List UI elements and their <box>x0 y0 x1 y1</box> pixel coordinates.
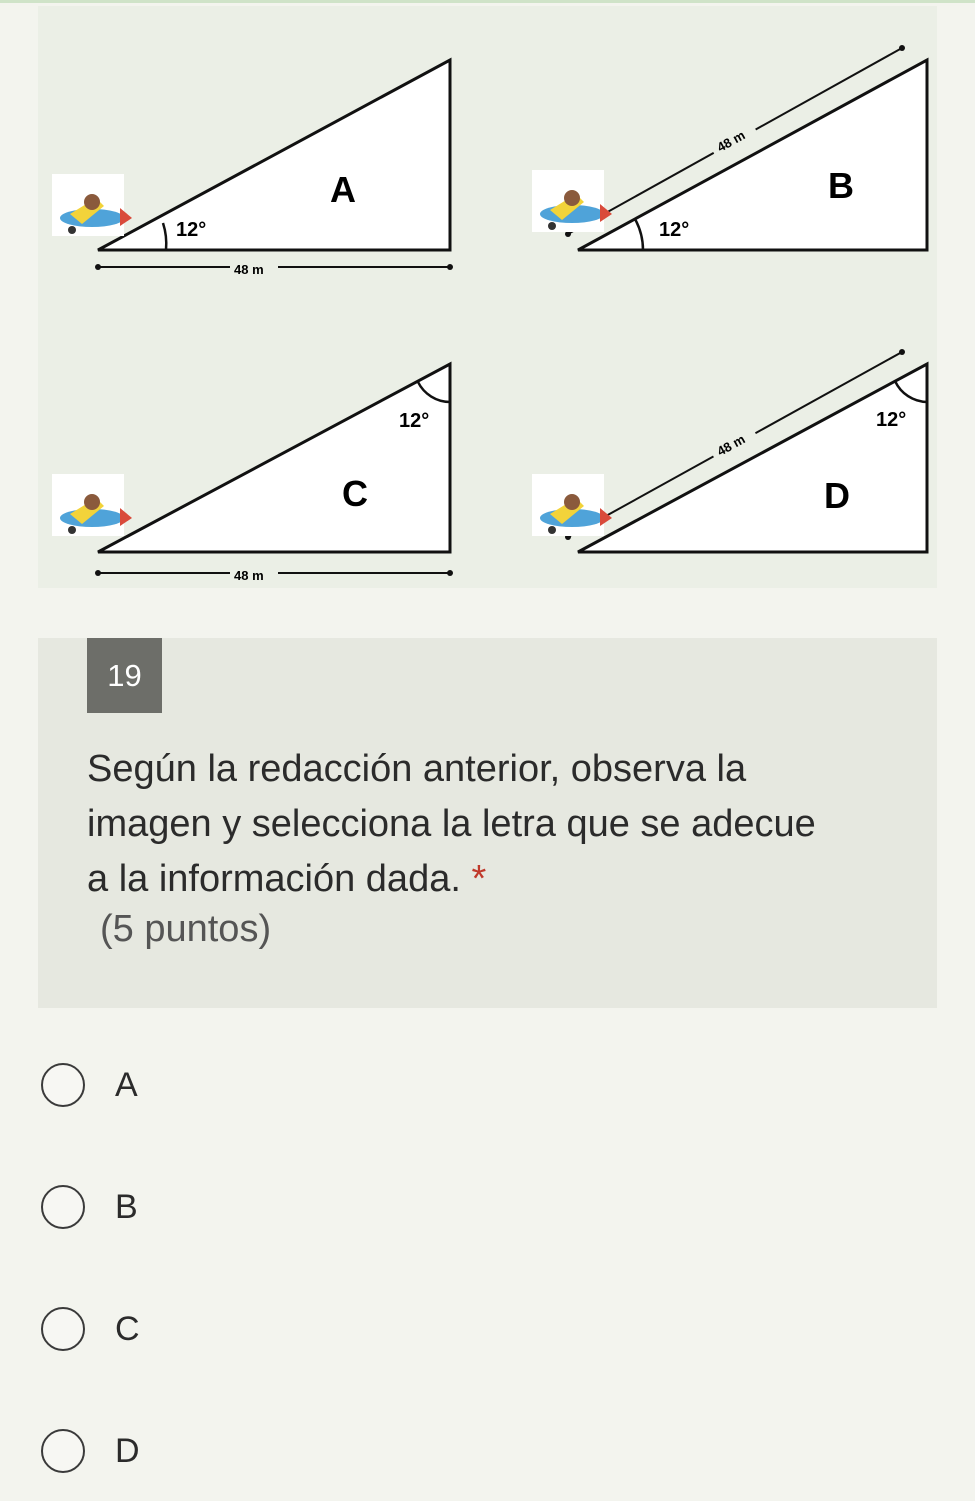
triangle-c-shape <box>98 364 450 552</box>
triangles-svg <box>38 6 937 588</box>
triangle-c-angle-label: 12° <box>399 410 430 432</box>
option-a[interactable] <box>41 1060 341 1110</box>
triangle-b-angle-label: 12° <box>659 219 690 241</box>
radio-button[interactable] <box>41 1185 85 1229</box>
airplane-icon <box>532 474 612 536</box>
required-asterisk: * <box>471 858 487 900</box>
triangle-c-measure-end-dot <box>447 570 453 576</box>
question-number-badge: 19 <box>87 638 162 713</box>
triangle-d-shape <box>578 364 927 552</box>
radio-button[interactable] <box>41 1429 85 1473</box>
question-text <box>87 742 847 907</box>
option-label: D <box>115 1431 140 1470</box>
triangle-d-angle-label: 12° <box>876 409 907 431</box>
question-points: (5 puntos) <box>100 908 272 950</box>
question-prompt: Según la redacción anterior, observa la imagen y selecciona la letra que se adecue a la información dada. <box>87 748 816 900</box>
triangle-b-shape <box>578 60 927 250</box>
triangle-a-measure-end-dot <box>447 264 453 270</box>
triangle-d-letter: D <box>824 475 850 516</box>
option-label: C <box>115 1309 140 1348</box>
triangle-a-angle-label: 12° <box>176 219 207 241</box>
triangle-b-letter: B <box>828 165 854 206</box>
triangle-d-measure-end-dot <box>899 349 905 355</box>
triangle-b-measure-end-dot <box>899 45 905 51</box>
triangle-figure <box>38 6 937 588</box>
airplane-icon <box>532 170 612 232</box>
triangle-a-letter: A <box>330 169 356 210</box>
triangle-a-measure-start-dot <box>95 264 101 270</box>
option-c[interactable] <box>41 1304 341 1354</box>
triangle-d <box>532 349 927 552</box>
triangle-b <box>532 45 927 250</box>
option-b[interactable] <box>41 1182 341 1232</box>
option-label: B <box>115 1187 138 1226</box>
triangle-a-measure-label: 48 m <box>234 262 264 277</box>
option-label: A <box>115 1065 138 1104</box>
airplane-icon <box>52 174 132 236</box>
radio-button[interactable] <box>41 1063 85 1107</box>
top-accent-line <box>0 0 975 3</box>
triangle-c <box>52 364 453 583</box>
question-card <box>38 638 937 1008</box>
triangle-d-measure-label: 48 m <box>714 431 748 459</box>
radio-button[interactable] <box>41 1307 85 1351</box>
triangle-a-shape <box>98 60 450 250</box>
airplane-icon <box>52 474 132 536</box>
triangle-c-measure-start-dot <box>95 570 101 576</box>
triangle-c-measure-label: 48 m <box>234 568 264 583</box>
option-d[interactable] <box>41 1426 341 1476</box>
triangle-c-letter: C <box>342 473 368 514</box>
triangle-b-measure-label: 48 m <box>714 127 748 155</box>
triangle-a <box>52 60 453 277</box>
